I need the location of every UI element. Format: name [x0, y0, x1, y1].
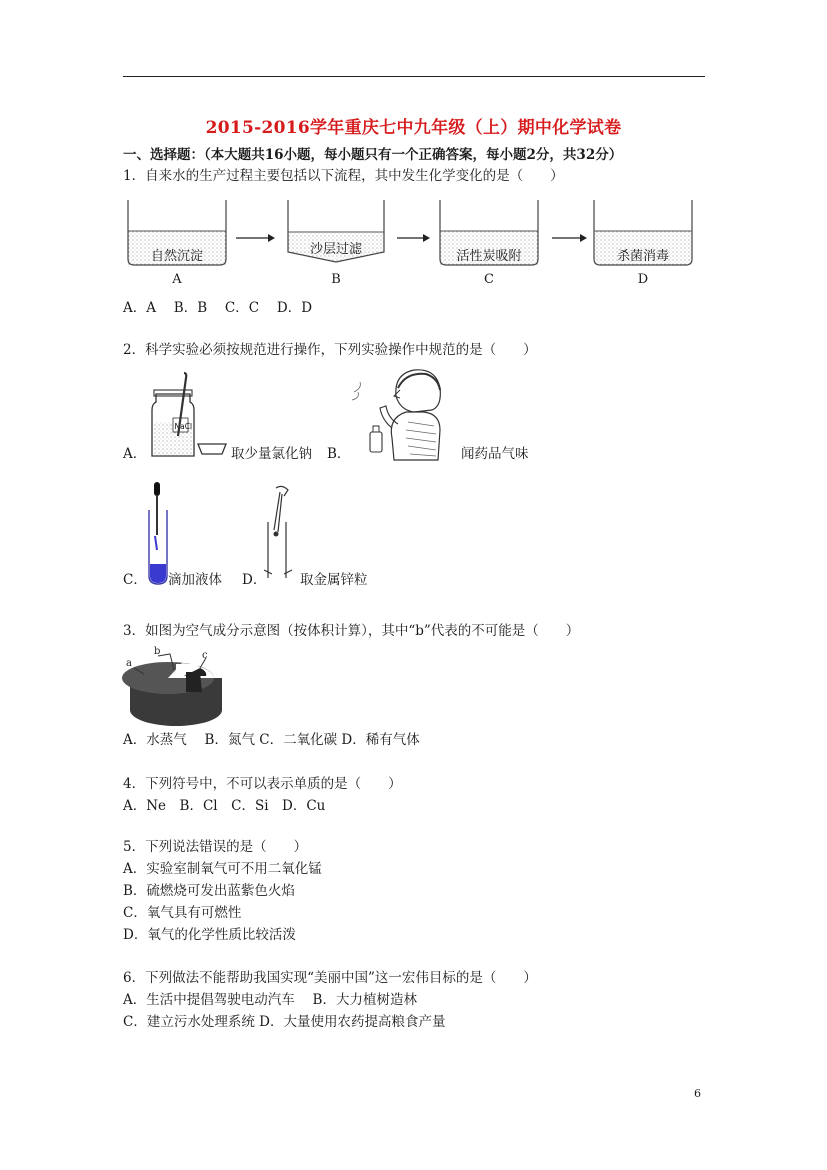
q2-d-letter: D． [242, 572, 267, 588]
q2-a-letter: A． [123, 446, 147, 462]
step-b-letter: B [331, 272, 341, 287]
q1-stem: 1．自来水的生产过程主要包括以下流程，其中发生化学变化的是（ ） [123, 168, 564, 184]
section-heading: 一、选择题：（本大题共16小题，每小题只有一个正确答案，每小题2分，共32分） [123, 147, 623, 163]
q4-stem: 4．下列符号中，不可以表示单质的是（ ） [123, 776, 402, 792]
q3-stem: 3．如图为空气成分示意图（按体积计算），其中“b”代表的不可能是（ ） [123, 623, 580, 639]
q6-options-line2: C．建立污水处理系统 D．大量使用农药提高粮食产量 [123, 1014, 446, 1030]
page-title: 2015-2016学年重庆七中九年级（上）期中化学试卷 [205, 118, 622, 138]
pie-label-b: b [154, 646, 161, 657]
step-b-label: 沙层过滤 [309, 242, 362, 257]
q6-stem: 6．下列做法不能帮助我国实现“美丽中国”这一宏伟目标的是（ ） [123, 970, 537, 986]
step-c-label: 活性炭吸附 [456, 249, 522, 264]
air-composition-pie [122, 642, 222, 728]
arrow-1-head [268, 234, 275, 242]
q2-b-letter: B． [327, 446, 351, 462]
nacl-label: NaCl [174, 422, 193, 431]
q5-option-c: C．氧气具有可燃性 [123, 905, 242, 921]
q4-options: A．Ne B．Cl C．Si D．Cu [123, 798, 326, 814]
q3-options: A．水蒸气 B．氮气 C．二氧化碳 D．稀有气体 [123, 732, 420, 748]
step-d-letter: D [637, 272, 649, 287]
q2-c-text: 滴加液体 [168, 572, 222, 588]
q5-stem: 5．下列说法错误的是（ ） [123, 839, 308, 855]
step-d-label: 杀菌消毒 [616, 249, 669, 264]
q2-a-text: 取少量氯化钠 [231, 446, 312, 462]
q5-option-d: D．氧气的化学性质比较活泼 [123, 927, 296, 943]
q6-options-line1: A．生活中提倡驾驶电动汽车 B．大力植树造林 [123, 992, 417, 1008]
q5-option-b: B．硫燃烧可发出蓝紫色火焰 [123, 883, 295, 899]
step-a-letter: A [172, 272, 182, 287]
q2-b-text: 闻药品气味 [461, 446, 529, 462]
pie-label-c: c [202, 650, 208, 661]
q2-c-letter: C． [123, 572, 147, 588]
pie-label-a: a [126, 658, 132, 669]
q2-d-text: 取金属锌粒 [300, 572, 368, 588]
zinc-tweezers-illustration [262, 482, 296, 588]
q2-stem: 2．科学实验必须按规范进行操作，下列实验操作中规范的是（ ） [123, 342, 537, 358]
arrow-2-head [423, 234, 430, 242]
smelling-person-illustration [348, 366, 448, 464]
q5-option-a: A．实验室制氧气可不用二氧化锰 [123, 861, 322, 877]
step-c-letter: C [484, 272, 494, 287]
arrow-3-head [580, 234, 587, 242]
page-number: 6 [694, 1087, 701, 1100]
header-rule [123, 76, 705, 77]
nacl-jar-illustration [146, 372, 230, 464]
q1-options: A．A B．B C．C D．D [123, 300, 313, 316]
step-a-label: 自然沉淀 [150, 249, 203, 264]
